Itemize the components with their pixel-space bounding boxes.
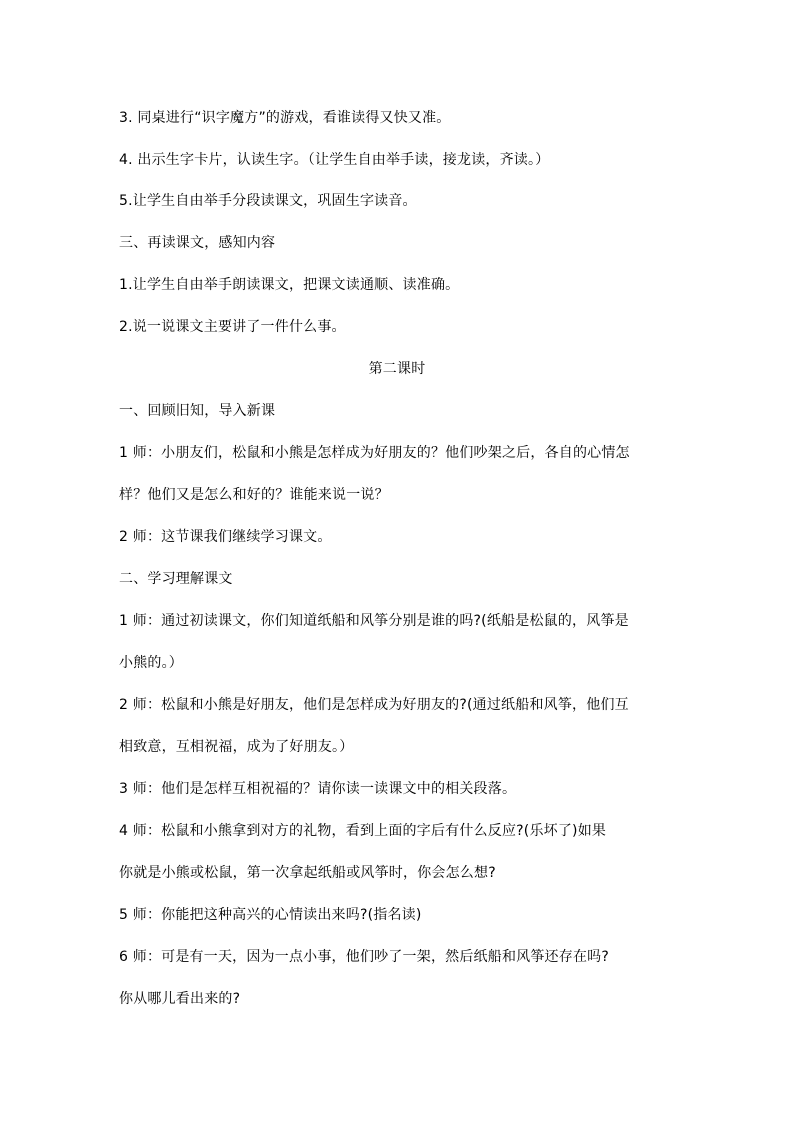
section-heading: 一、回顾旧知，导入新课 — [119, 403, 276, 419]
text-line: 5 师：你能把这种高兴的心情读出来吗?(指名读) — [119, 907, 422, 923]
text-line: 1 师：通过初读课文，你们知道纸船和风筝分别是谁的吗?(纸船是松鼠的，风筝是 — [119, 613, 629, 629]
text-line: 3 师：他们是怎样互相祝福的？请你读一读课文中的相关段落。 — [119, 781, 517, 797]
text-line: 2 师：松鼠和小熊是好朋友，他们是怎样成为好朋友的?(通过纸船和风筝，他们互 — [119, 697, 629, 713]
text-line: 1.让学生自由举手朗读课文，把课文读通顺、读准确。 — [119, 277, 460, 293]
text-line: 样？他们又是怎么和好的？谁能来说一说？ — [119, 487, 389, 503]
text-line: 4 师：松鼠和小熊拿到对方的礼物，看到上面的字后有什么反应?(乐坏了)如果 — [119, 823, 607, 839]
text-line: 相致意，互相祝福，成为了好朋友。） — [119, 739, 354, 755]
text-line: 2 师：这节课我们继续学习课文。 — [119, 529, 332, 545]
lesson-title: 第二课时 — [368, 361, 426, 377]
section-heading: 三、再读课文，感知内容 — [119, 235, 276, 251]
text-line: 你就是小熊或松鼠，第一次拿起纸船或风筝时，你会怎么想? — [119, 865, 496, 881]
text-line: 你从哪儿看出来的? — [119, 991, 241, 1007]
text-line: 2.说一说课文主要讲了一件什么事。 — [119, 319, 346, 335]
text-line: 小熊的。） — [119, 655, 183, 671]
section-heading: 二、学习理解课文 — [119, 571, 233, 587]
text-line: 1 师：小朋友们，松鼠和小熊是怎样成为好朋友的？他们吵架之后，各自的心情怎 — [119, 445, 630, 461]
text-line: 3. 同桌进行“识字魔方”的游戏，看谁读得又快又准。 — [119, 110, 451, 126]
text-line: 5.让学生自由举手分段读课文，巩固生字读音。 — [119, 193, 417, 209]
text-line: 6 师：可是有一天，因为一点小事，他们吵了一架，然后纸船和风筝还存在吗? — [119, 949, 609, 965]
text-line: 4. 出示生字卡片，认读生字。（让学生自由举手读，接龙读，齐读。） — [119, 152, 550, 168]
